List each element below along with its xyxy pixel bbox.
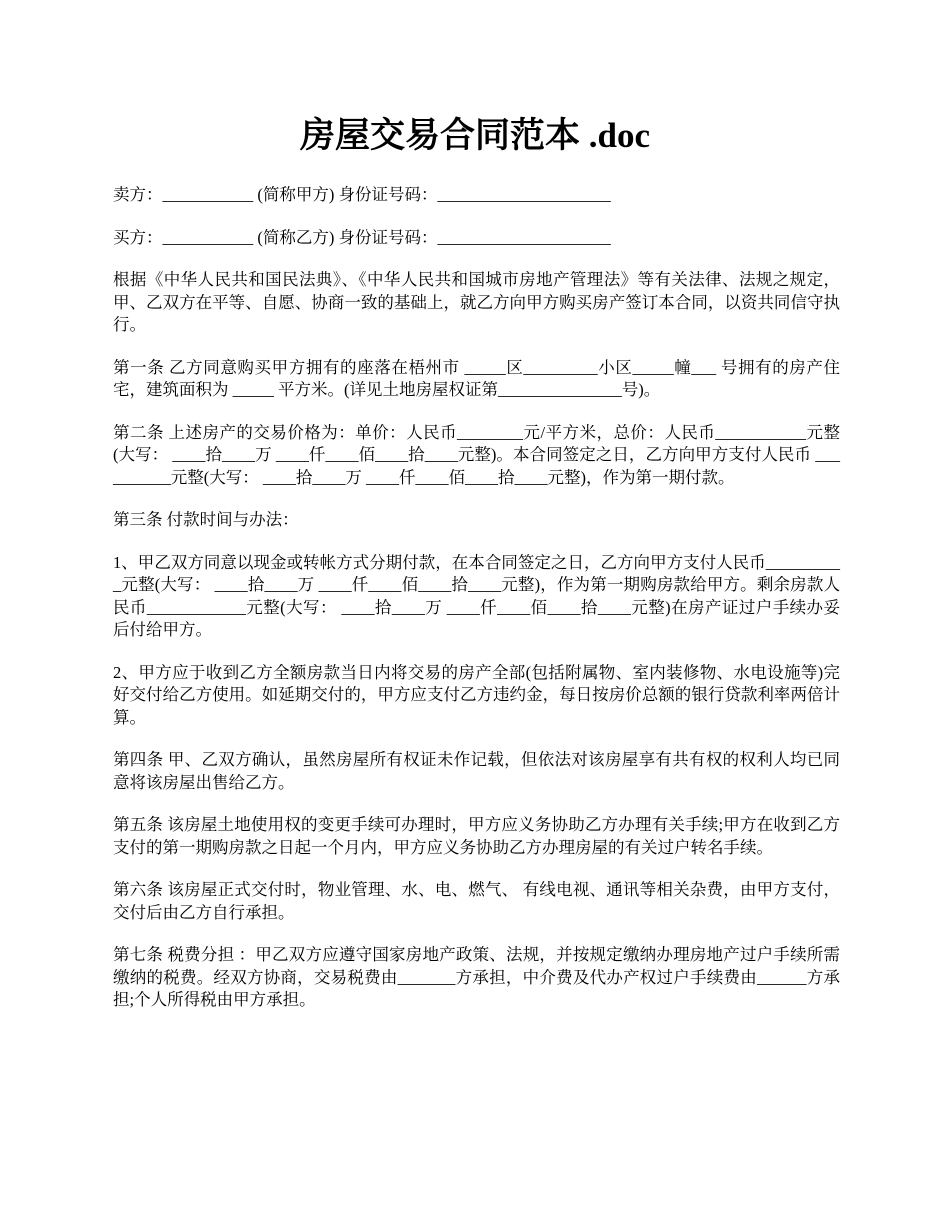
article-3-clause-1: 1、甲乙双方同意以现金或转帐方式分期付款，在本合同签定之日，乙方向甲方支付人民币__________元整(大写： ____拾____万 ____仟____佰____拾____元整)，作为第一期购房款给甲方。剩余房款人民币____________元整(大写： ____拾____万 ____仟____佰____拾____元整)在房产证过户手续办妥后付给甲方。 [113,552,840,639]
article-1-paragraph: 第一条 乙方同意购买甲方拥有的座落在梧州市 _____区_________小区_____幢___ 号拥有的房产住宅，建筑面积为 _____ 平方米。(详见土地房屋权证第_______________号)。 [113,357,841,399]
article-5-paragraph: 第五条 该房屋土地使用权的变更手续可办理时，甲方应义务协助乙方办理有关手续;甲方在收到乙方支付的第一期购房款之日起一个月内，甲方应义务协助乙方办理房屋的有关过户转名手续。 [113,815,840,857]
article-2-paragraph: 第二条 上述房产的交易价格为：单价：人民币________元/平方米，总价：人民币___________元整(大写： ____拾____万 ____仟____佰____拾____元整)。本合同签定之日，乙方向甲方支付人民币 __________元整(大写： ____拾____万 ____仟____佰____拾____元整)，作为第一期付款。 [113,422,840,487]
seller-line: 卖方：___________ (简称甲方) 身份证号码：_____________________ [113,185,611,204]
article-6-paragraph: 第六条 该房屋正式交付时，物业管理、水、电、燃气、 有线电视、通讯等相关杂费，由甲方支付，交付后由乙方自行承担。 [113,880,840,922]
preamble-paragraph: 根据《中华人民共和国民法典》、《中华人民共和国城市房地产管理法》等有关法律、法规之规定，甲、乙双方在平等、自愿、协商一致的基础上，就乙方向甲方购买房产签订本合同，以资共同信守执行。 [113,270,840,334]
article-3-clause-2: 2、甲方应于收到乙方全额房款当日内将交易的房产全部(包括附属物、室内装修物、水电设施等)完好交付给乙方使用。如延期交付的，甲方应支付乙方违约金，每日按房价总额的银行贷款利率两倍计算。 [113,662,840,727]
document-body [113,184,840,1032]
article-4-paragraph: 第四条 甲、乙双方确认，虽然房屋所有权证未作记载，但依法对该房屋享有共有权的权利人均已同意将该房屋出售给乙方。 [113,750,840,792]
article-7-paragraph: 第七条 税费分担 ：甲乙双方应遵守国家房地产政策、法规，并按规定缴纳办理房地产过户手续所需缴纳的税费。经双方协商，交易税费由_______方承担，中介费及代办产权过户手续费由______方承担;个人所得税由甲方承担。 [113,945,840,1009]
document-title: 房屋交易合同范本 .doc [299,116,650,155]
buyer-line: 买方：___________ (简称乙方) 身份证号码：_____________________ [113,227,611,247]
article-3-heading: 第三条 付款时间与办法： [113,510,299,529]
